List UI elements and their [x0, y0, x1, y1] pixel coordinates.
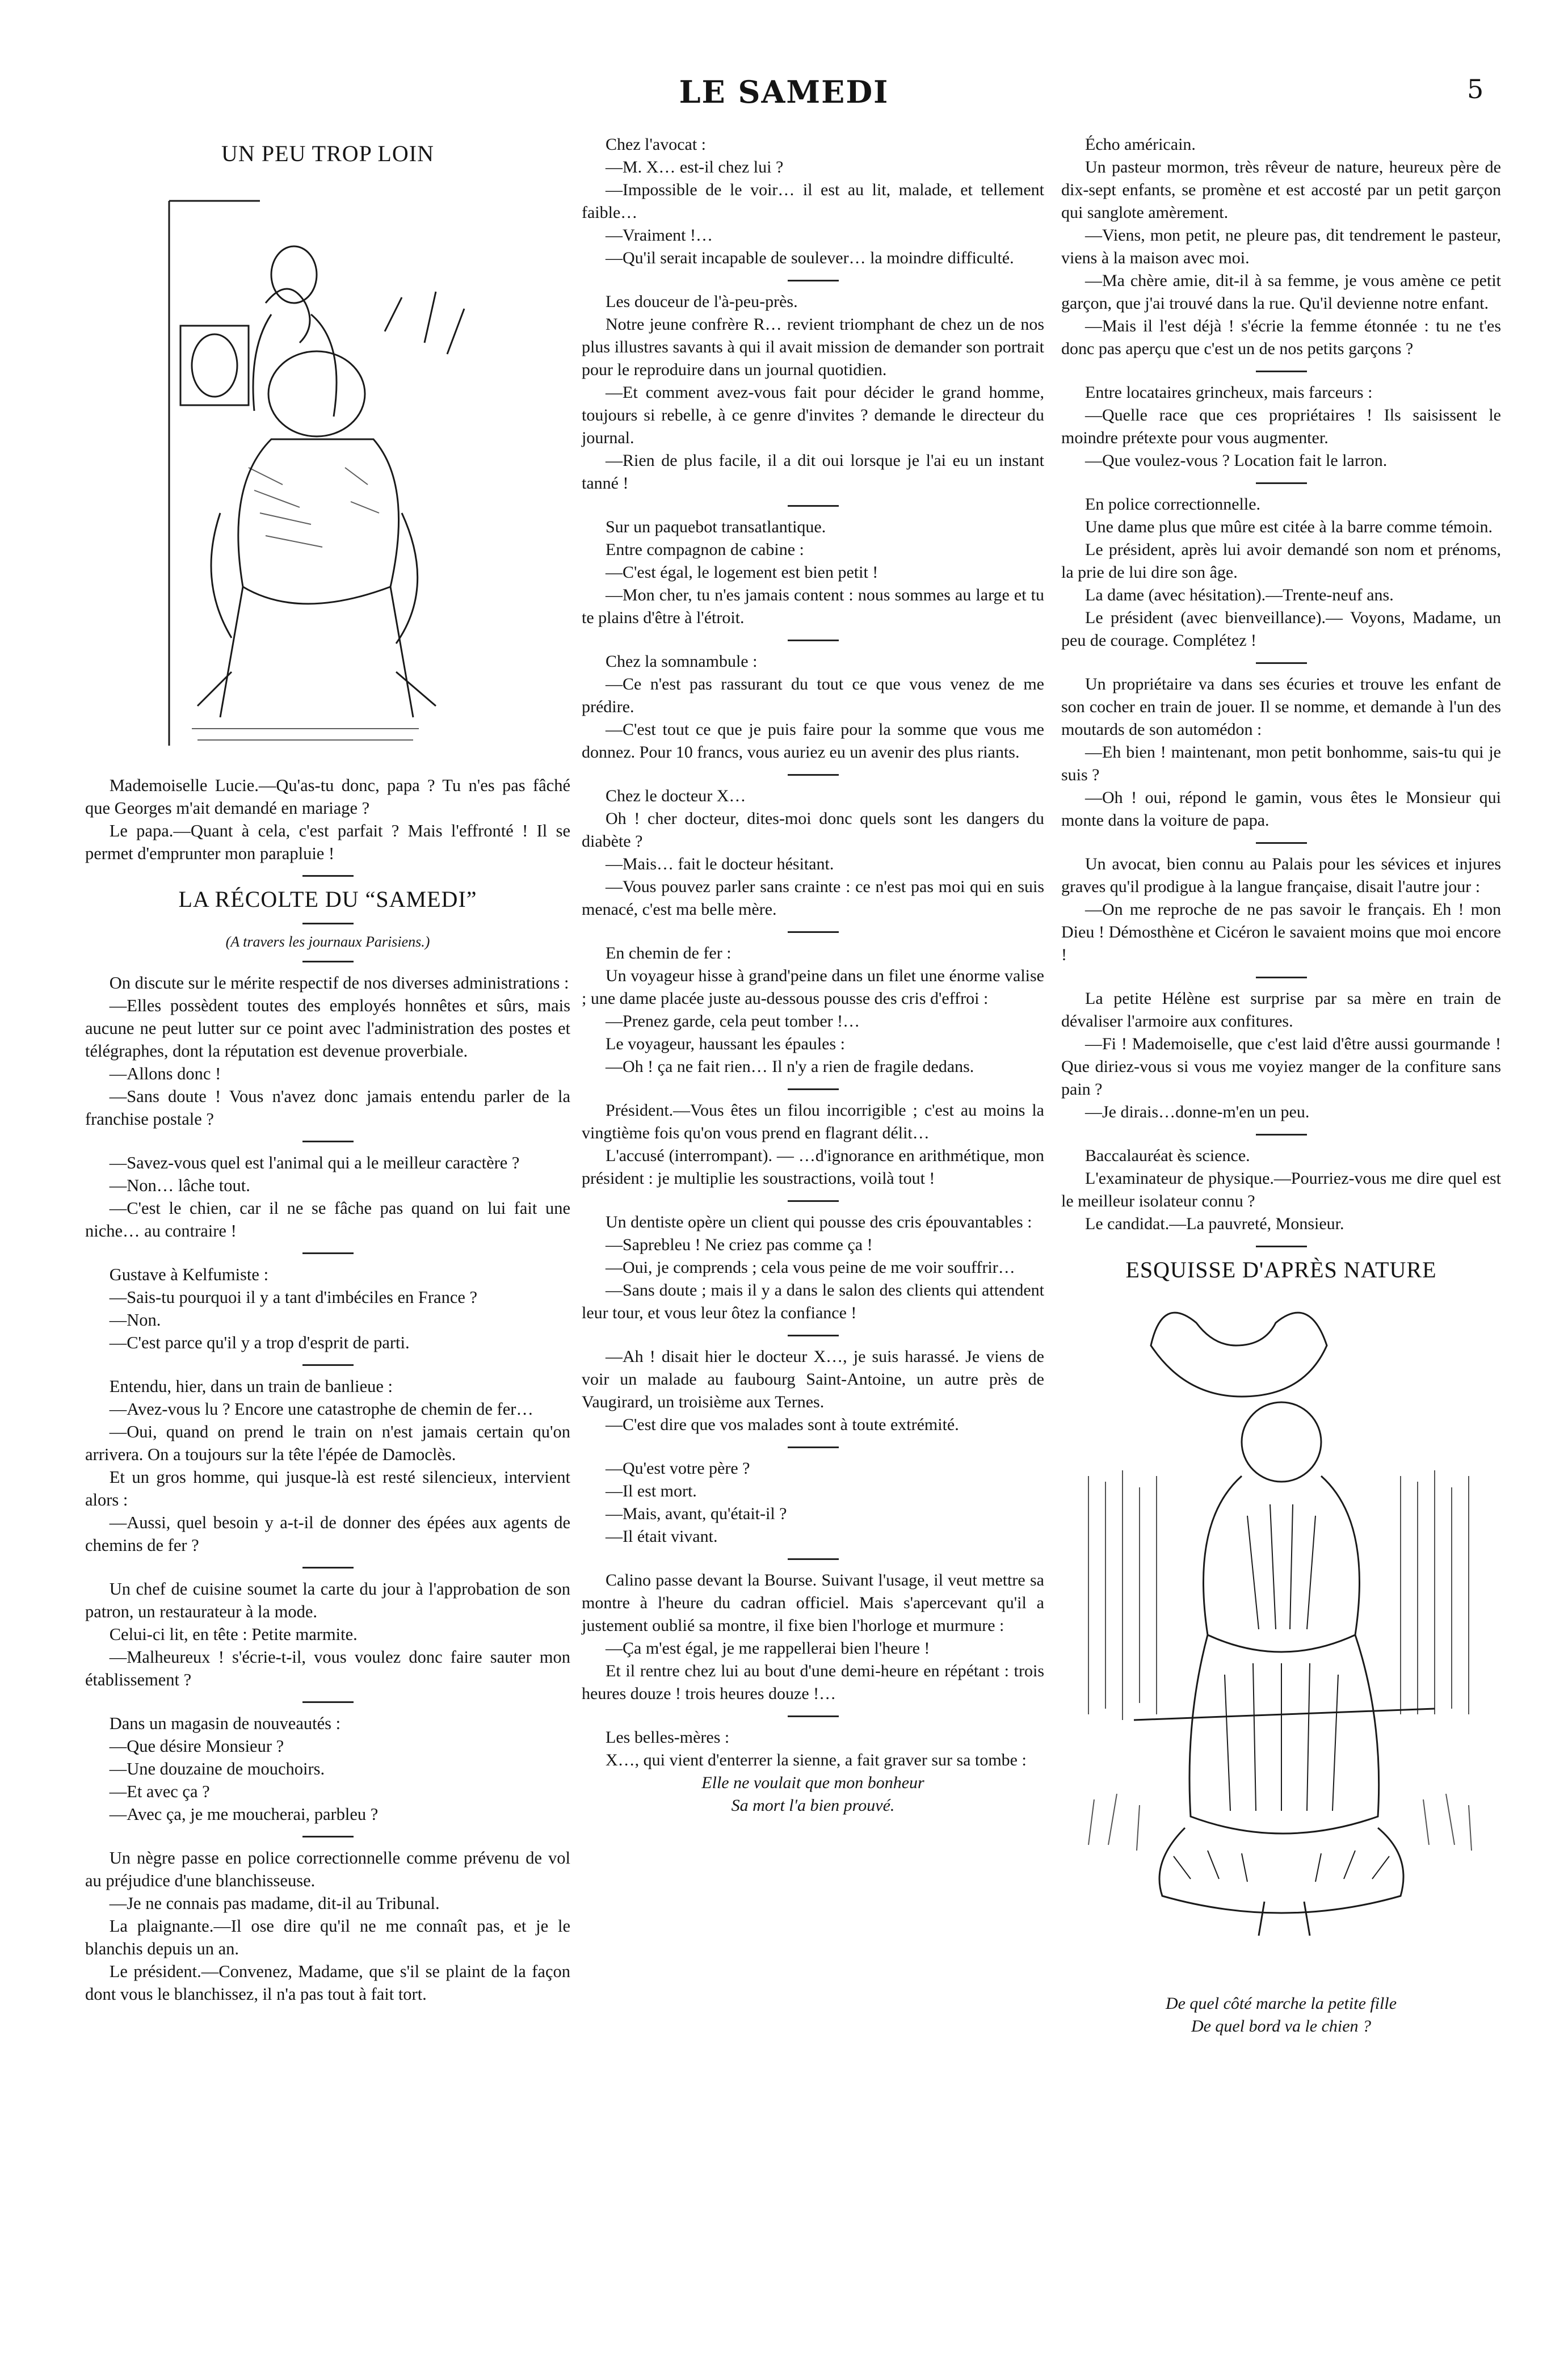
paragraph: —On me reproche de ne pas savoir le français. Eh ! mon Dieu ! Démosthène et Cicéron le savaient moins que moi encore !	[1061, 900, 1501, 964]
paragraph: —Qu'est votre père ?	[606, 1459, 750, 1478]
paragraph: Le président, après lui avoir demandé son nom et prénoms, la prie de lui dire son âge.	[1061, 540, 1501, 582]
paragraph: —Viens, mon petit, ne pleure pas, dit tendrement le pasteur, viens à la maison avec moi.	[1061, 226, 1501, 267]
paragraph: —Saprebleu ! Ne criez pas comme ça !	[606, 1235, 873, 1254]
divider	[788, 640, 839, 641]
paragraph: —Elles possèdent toutes des employés honnêtes et sûrs, mais aucune ne peut lutter sur ce point avec l'administration des postes et télégraphes, dont la réputation est devenue proverbiale.	[85, 996, 570, 1061]
paragraph: —Mais, avant, qu'était-il ?	[606, 1504, 787, 1523]
paragraph: —Il est mort.	[606, 1482, 697, 1500]
paragraph: —Ça m'est égal, je me rappellerai bien l'heure !	[606, 1639, 930, 1658]
paragraph: Oh ! cher docteur, dites-moi donc quels sont les dangers du diabète ?	[582, 809, 1044, 851]
paragraph: —Mais il l'est déjà ! s'écrie la femme étonnée : tu ne t'es donc pas aperçu que c'est un de nos petits garçons ?	[1061, 317, 1501, 358]
divider	[1256, 371, 1307, 372]
divider	[1256, 1246, 1307, 1247]
paragraph: Un nègre passe en police correctionnelle comme prévenu de vol au préjudice d'une blanchisseuse.	[85, 1848, 570, 1890]
divider	[302, 1364, 354, 1366]
paragraph: —Il était vivant.	[606, 1527, 718, 1546]
paragraph: La dame (avec hésitation).—Trente-neuf ans.	[1085, 586, 1394, 604]
paragraph: —C'est tout ce que je puis faire pour la somme que vous me donnez. Pour 10 francs, vous auriez eu un avenir des plus riants.	[582, 720, 1044, 762]
epitaph-line: Elle ne voulait que mon bonheur	[701, 1773, 924, 1792]
illustration-caption-line: De quel côté marche la petite fille	[1165, 1994, 1397, 2013]
paragraph: —Que voulez-vous ? Location fait le larron.	[1085, 451, 1388, 470]
column-2	[582, 133, 1044, 1817]
paragraph: —Fi ! Mademoiselle, que c'est laid d'être aussi gourmande ! Que diriez-vous si vous me voyiez manger de la confiture sans pain ?	[1061, 1035, 1501, 1099]
paragraph: —Sans doute ; mais il y a dans le salon des clients qui attendent leur tour, et vous leur ôtez la confiance !	[582, 1281, 1044, 1322]
illustration-caption-line: Mademoiselle Lucie.—Qu'as-tu donc, papa ? Tu n'es pas fâché que Georges m'ait demandé en mariage ?	[85, 776, 570, 818]
paragraph: —Allons donc !	[109, 1064, 221, 1083]
paragraph: —Non… lâche tout.	[109, 1176, 250, 1195]
paragraph: Dans un magasin de nouveautés :	[109, 1714, 341, 1733]
paragraph: —Je dirais…donne-m'en un peu.	[1085, 1103, 1310, 1121]
paragraph: Le président.—Convenez, Madame, que s'il se plaint de la façon dont vous le blanchissez, il n'a pas tout à fait tort.	[85, 1962, 570, 2004]
divider	[1256, 662, 1307, 664]
column-1	[85, 133, 570, 2005]
illustration-caption-line: De quel bord va le chien ?	[1191, 2017, 1372, 2036]
column-3	[1061, 133, 1501, 2038]
paragraph: Le voyageur, haussant les épaules :	[606, 1035, 845, 1053]
paragraph: —C'est égal, le logement est bien petit !	[606, 563, 878, 582]
sketch-illustration	[1083, 1289, 1480, 1992]
paragraph: La petite Hélène est surprise par sa mère en train de dévaliser l'armoire aux confitures.	[1061, 989, 1501, 1031]
paragraph: —Mais… fait le docteur hésitant.	[606, 855, 834, 873]
cartoon-illustration	[129, 173, 527, 774]
page-number: 5	[1467, 74, 1484, 104]
paragraph: Calino passe devant la Bourse. Suivant l'usage, il veut mettre sa montre à l'heure du cadran officiel. Mais s'apercevant qu'il a justement oublié sa montre, il fixe bien l'horloge et murmure :	[582, 1571, 1044, 1635]
paragraph: Et un gros homme, qui jusque-là est resté silencieux, intervient alors :	[85, 1467, 570, 1509]
paragraph: —Mon cher, tu n'es jamais content : nous sommes au large et tu te plains d'être à l'étroit.	[582, 586, 1044, 627]
paragraph: —Et avec ça ?	[109, 1782, 210, 1801]
paragraph: Baccalauréat ès science.	[1085, 1146, 1250, 1165]
paragraph: —Je ne connais pas madame, dit-il au Tribunal.	[109, 1894, 440, 1913]
illustration-title: UN PEU TROP LOIN	[221, 141, 434, 166]
paragraph: —Sans doute ! Vous n'avez donc jamais entendu parler de la franchise postale ?	[85, 1087, 570, 1129]
paragraph: —Oh ! ça ne fait rien… Il n'y a rien de fragile dedans.	[606, 1057, 974, 1076]
paragraph: On discute sur le mérite respectif de nos diverses administrations :	[109, 973, 569, 993]
divider	[302, 1836, 354, 1837]
paragraph: Un voyageur hisse à grand'peine dans un filet une énorme valise ; une dame placée juste au-dessous pousse des cris d'effroi :	[582, 966, 1044, 1008]
divider	[788, 1335, 839, 1336]
divider	[788, 1715, 839, 1717]
paragraph: Président.—Vous êtes un filou incorrigible ; c'est au moins la vingtième fois qu'on vous prend en flagrant délit…	[582, 1101, 1044, 1142]
paragraph: —Qu'il serait incapable de soulever… la moindre difficulté.	[606, 249, 1014, 267]
paragraph: Sur un paquebot transatlantique.	[606, 518, 826, 536]
paragraph: —Oh ! oui, répond le gamin, vous êtes le Monsieur qui monte dans la voiture de papa.	[1061, 788, 1501, 830]
paragraph: Un avocat, bien connu au Palais pour les sévices et injures graves qu'il prodigue à la langue française, disait l'autre jour :	[1061, 855, 1501, 896]
paragraph: Entre compagnon de cabine :	[606, 540, 804, 559]
section-subtitle: (A travers les journaux Parisiens.)	[225, 934, 430, 950]
paragraph: —Malheureux ! s'écrie-t-il, vous voulez donc faire sauter mon établissement ?	[85, 1647, 570, 1689]
divider	[1256, 482, 1307, 484]
epitaph-line: Sa mort l'a bien prouvé.	[731, 1796, 895, 1815]
paragraph: En chemin de fer :	[606, 944, 732, 962]
paragraph: L'examinateur de physique.—Pourriez-vous me dire quel est le meilleur isolateur connu ?	[1061, 1169, 1501, 1210]
paragraph: —Aussi, quel besoin y a-t-il de donner des épées aux agents de chemins de fer ?	[85, 1513, 570, 1555]
paragraph: —Ce n'est pas rassurant du tout ce que vous venez de me prédire.	[582, 675, 1044, 716]
paragraph: Gustave à Kelfumiste :	[109, 1265, 269, 1284]
divider	[788, 931, 839, 933]
paragraph: Chez le docteur X…	[606, 787, 746, 805]
paragraph: —C'est le chien, car il ne se fâche pas quand on lui fait une niche… au contraire !	[85, 1199, 570, 1241]
paragraph: Entre locataires grincheux, mais farceurs :	[1085, 383, 1373, 402]
paragraph: —Avez-vous lu ? Encore une catastrophe de chemin de fer…	[109, 1399, 533, 1419]
paragraph: La plaignante.—Il ose dire qu'il ne me connaît pas, et je le blanchis depuis un an.	[85, 1916, 570, 1958]
divider	[302, 875, 354, 877]
paragraph: —Quelle race que ces propriétaires ! Ils saisissent le moindre prétexte pour vous augmenter.	[1061, 406, 1501, 447]
paragraph: —M. X… est-il chez lui ?	[606, 158, 784, 176]
divider	[788, 505, 839, 507]
divider	[788, 1088, 839, 1090]
paragraph: Les belles-mères :	[606, 1728, 730, 1747]
paragraph: —Savez-vous quel est l'animal qui a le meilleur caractère ?	[109, 1153, 520, 1172]
paragraph: Le candidat.—La pauvreté, Monsieur.	[1085, 1214, 1344, 1233]
divider	[302, 1567, 354, 1569]
divider	[788, 1558, 839, 1560]
divider	[1256, 1134, 1307, 1136]
divider	[302, 923, 354, 924]
paragraph: Chez la somnambule :	[606, 652, 758, 671]
paragraph: —Prenez garde, cela peut tomber !…	[606, 1012, 860, 1031]
paragraph: Et il rentre chez lui au bout d'une demi-heure en répétant : trois heures douze ! trois heures douze !…	[582, 1662, 1044, 1703]
paragraph: —Oui, quand on prend le train on n'est jamais certain qu'on arrivera. On a toujours sur la tête l'épée de Damoclès.	[85, 1422, 570, 1464]
paragraph: —Oui, je comprends ; cela vous peine de me voir souffrir…	[606, 1258, 1015, 1277]
section-title: LA RÉCOLTE DU “SAMEDI”	[178, 886, 477, 912]
illustration-title: ESQUISSE D'APRÈS NATURE	[1125, 1257, 1437, 1282]
divider	[788, 280, 839, 281]
divider	[302, 1701, 354, 1703]
paragraph: —Rien de plus facile, il a dit oui lorsque je l'ai eu un instant tanné !	[582, 451, 1044, 493]
paragraph: —Vraiment !…	[606, 226, 713, 245]
divider	[788, 774, 839, 776]
paragraph: —Et comment avez-vous fait pour décider le grand homme, toujours si rebelle, à ce genre d'invites ? demande le directeur du journal.	[582, 383, 1044, 447]
paragraph: —Vous pouvez parler sans crainte : ce n'est pas moi qui en suis menacé, c'est ma belle mère.	[582, 877, 1044, 919]
paragraph: Les douceur de l'à-peu-près.	[606, 292, 798, 311]
paragraph: —Une douzaine de mouchoirs.	[109, 1759, 325, 1778]
divider	[302, 1252, 354, 1254]
paragraph: —Ma chère amie, dit-il à sa femme, je vous amène ce petit garçon, que j'ai trouvé dans la rue. Qu'il devienne notre enfant.	[1061, 271, 1501, 313]
paragraph: —Sais-tu pourquoi il y a tant d'imbéciles en France ?	[109, 1288, 478, 1307]
paragraph: Chez l'avocat :	[606, 135, 706, 154]
paragraph: Une dame plus que mûre est citée à la barre comme témoin.	[1085, 518, 1493, 536]
paragraph: —Eh bien ! maintenant, mon petit bonhomme, sais-tu qui je suis ?	[1061, 743, 1501, 784]
divider	[302, 961, 354, 962]
paragraph: Un pasteur mormon, très rêveur de nature, heureux père de dix-sept enfants, se promène et est accosté par un petit garçon qui sanglote amèrement.	[1061, 158, 1501, 222]
paragraph: —C'est parce qu'il y a trop d'esprit de parti.	[109, 1333, 410, 1352]
paragraph: —Impossible de le voir… il est au lit, malade, et tellement faible…	[582, 180, 1044, 222]
paragraph: Un propriétaire va dans ses écuries et trouve les enfant de son cocher en train de jouer. Il se nomme, et demande à l'un des moutards de son automédon :	[1061, 675, 1501, 739]
paragraph: Écho américain.	[1085, 135, 1196, 154]
divider	[1256, 842, 1307, 844]
newspaper-title: LE SAMEDI	[679, 74, 889, 110]
paragraph: En police correctionnelle.	[1085, 495, 1261, 514]
paragraph: Entendu, hier, dans un train de banlieue :	[109, 1377, 393, 1396]
paragraph: —Avec ça, je me moucherai, parbleu ?	[109, 1805, 379, 1824]
paragraph: —Que désire Monsieur ?	[109, 1736, 284, 1756]
paragraph: —Non.	[109, 1310, 161, 1330]
paragraph: Un dentiste opère un client qui pousse des cris épouvantables :	[606, 1213, 1032, 1231]
paragraph: —Ah ! disait hier le docteur X…, je suis harassé. Je viens de voir un malade au faubourg Saint-Antoine, un autre près de Vaugirard, un troisième aux Ternes.	[582, 1347, 1044, 1411]
divider	[788, 1200, 839, 1202]
divider	[788, 1446, 839, 1448]
paragraph: Le président (avec bienveillance).— Voyons, Madame, un peu de courage. Complétez !	[1061, 608, 1501, 650]
paragraph: Un chef de cuisine soumet la carte du jour à l'approbation de son patron, un restaurateur à la mode.	[85, 1579, 570, 1621]
divider	[1256, 977, 1307, 978]
paragraph: Celui-ci lit, en tête : Petite marmite.	[109, 1625, 358, 1644]
paragraph: L'accusé (interrompant). — …d'ignorance en arithmétique, mon président : je multiplie les soustractions, voilà tout !	[582, 1146, 1044, 1188]
paragraph: Notre jeune confrère R… revient triomphant de chez un de nos plus illustres savants à qui il avait mission de demander son portrait pour le reproduire dans un journal quotidien.	[582, 315, 1044, 379]
divider	[302, 1141, 354, 1142]
illustration-caption-line: Le papa.—Quant à cela, c'est parfait ? Mais l'effronté ! Il se permet d'emprunter mon parapluie !	[85, 821, 570, 863]
paragraph: —C'est dire que vos malades sont à toute extrémité.	[606, 1415, 959, 1434]
paragraph: X…, qui vient d'enterrer la sienne, a fait graver sur sa tombe :	[606, 1751, 1027, 1769]
